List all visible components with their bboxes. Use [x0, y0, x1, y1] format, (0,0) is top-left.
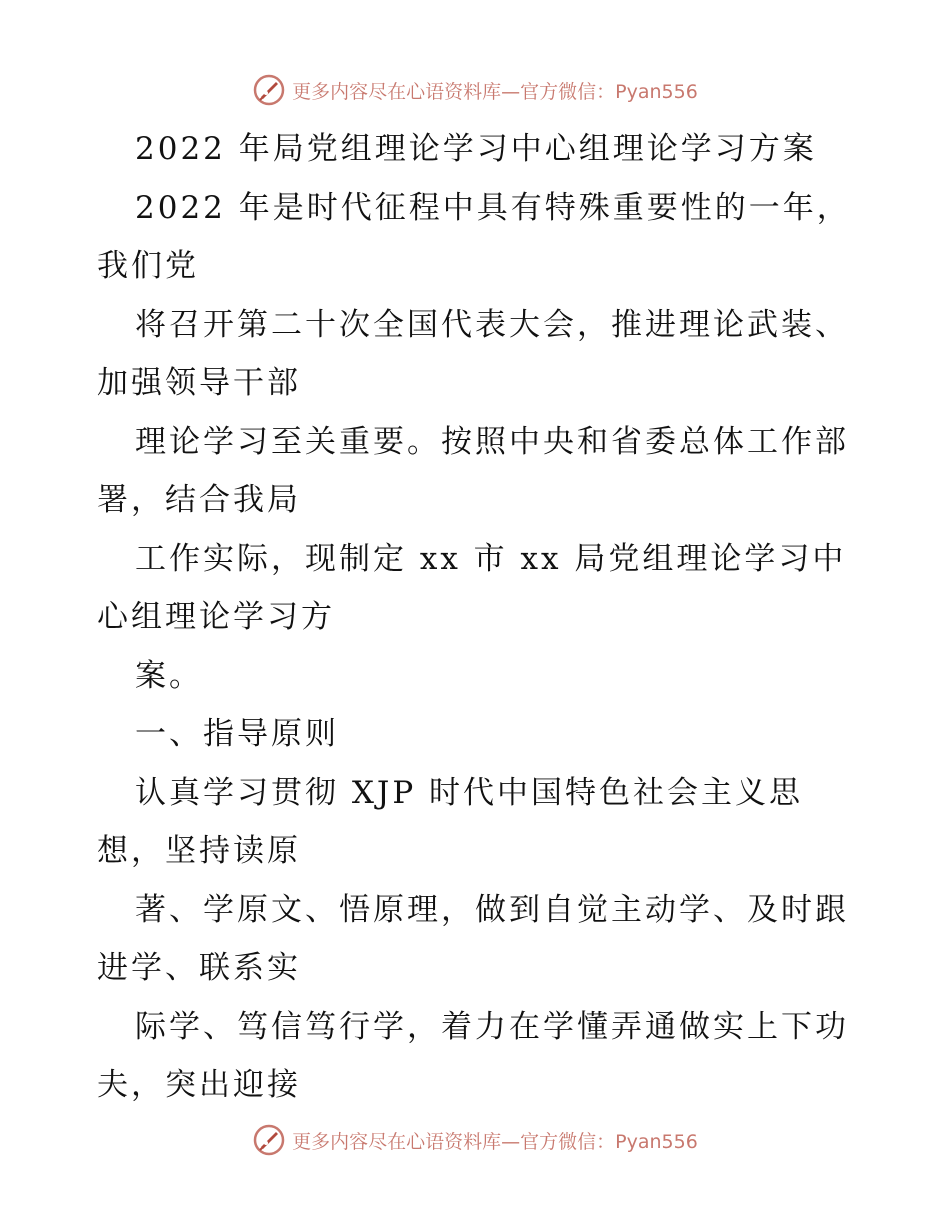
text-line: 夫，突出迎接 — [97, 1067, 301, 1103]
text-line: 一、指导原则 — [135, 716, 339, 752]
document-body — [97, 120, 867, 1115]
quill-pen-logo-icon — [252, 73, 286, 107]
text-line: 进学、联系实 — [97, 950, 301, 986]
text-line: 2022 年是时代征程中具有特殊重要性的一年， — [135, 189, 851, 226]
watermark-text: 更多内容尽在心语资料库—官方微信：Pyan556 — [292, 80, 698, 103]
text-line: 际学、笃信笃行学，着力在学懂弄通做实上下功 — [135, 1008, 849, 1045]
quill-pen-logo-icon — [252, 1123, 286, 1157]
text-line: 工作实际，现制定 xx 市 xx 局党组理论学习中 — [135, 540, 847, 577]
text-line: 我们党 — [97, 248, 199, 284]
text-line: 案。 — [135, 657, 203, 694]
text-line: 将召开第二十次全国代表大会，推进理论武装、 — [135, 306, 849, 343]
watermark-header — [0, 70, 950, 110]
text-line: 心组理论学习方 — [97, 599, 335, 635]
text-line: 著、学原文、悟原理，做到自觉主动学、及时跟 — [135, 891, 849, 928]
watermark-text: 更多内容尽在心语资料库—官方微信：Pyan556 — [292, 1130, 698, 1153]
watermark-footer — [0, 1120, 950, 1160]
text-line: 想，坚持读原 — [97, 833, 301, 869]
text-line: 理论学习至关重要。按照中央和省委总体工作部 — [135, 423, 849, 460]
text-line: 认真学习贯彻 XJP 时代中国特色社会主义思 — [135, 774, 804, 811]
text-line: 2022 年局党组理论学习中心组理论学习方案 — [135, 131, 817, 167]
text-line: 加强领导干部 — [97, 365, 301, 401]
text-line: 署，结合我局 — [97, 482, 301, 518]
